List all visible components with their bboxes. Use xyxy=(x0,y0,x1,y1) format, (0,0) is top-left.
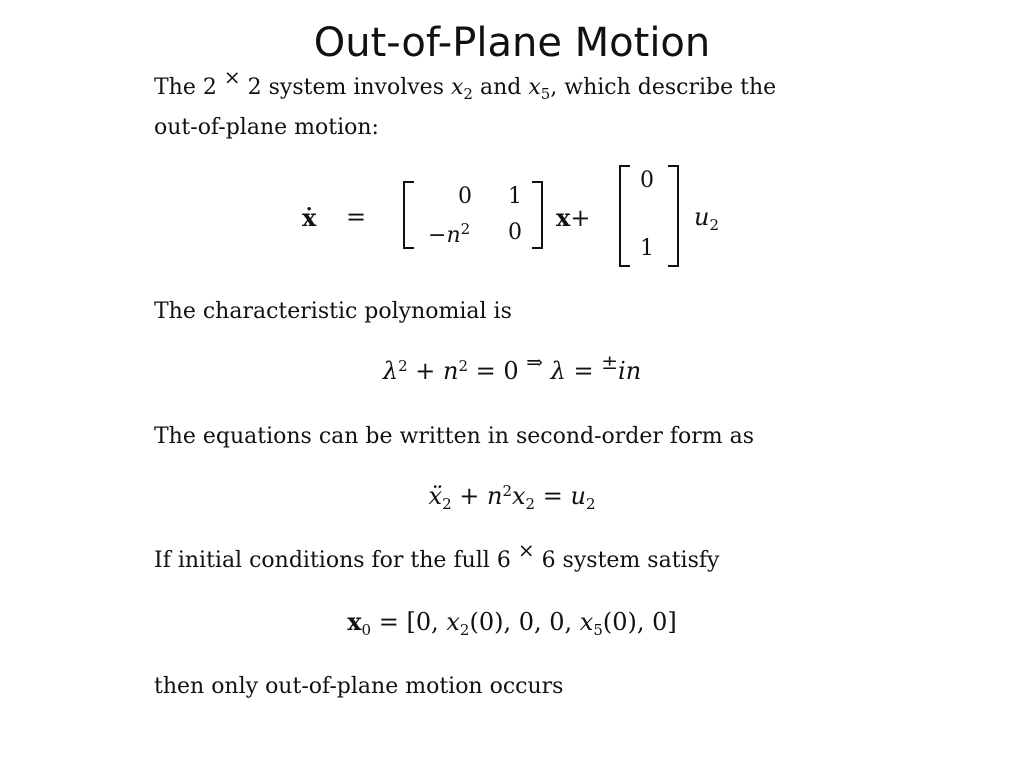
vector-b2: 1 xyxy=(640,236,654,261)
times-symbol: × xyxy=(223,65,241,89)
matrix-a12: 1 xyxy=(508,184,522,209)
initial-conditions-text: If initial conditions for the full 6 × 6 system satisfy xyxy=(154,538,720,573)
second-order-text: The equations can be written in second-order form as xyxy=(154,424,755,449)
second-order-equation: ẍ$_2$ + $n^2x_2 = u_2$ xyxy=(428,482,596,513)
characteristic-text: The characteristic polynomial is xyxy=(154,299,512,324)
x-plus: x+ xyxy=(556,203,591,232)
intro-text-2: 2 system involves xyxy=(240,75,451,100)
matrix-a21: $-n^2$ xyxy=(428,220,471,248)
matrix-a-right-bracket xyxy=(532,182,542,248)
x-dot: ẋ xyxy=(302,203,317,232)
initial-conditions-equation: $x_0 = [0$, $x_2(0)$, 0, 0, $x_5(0)$, 0] xyxy=(347,607,677,639)
slide-title: Out-of-Plane Motion xyxy=(313,20,711,66)
implies-symbol: ⇒ xyxy=(526,350,544,374)
var-x5: $x_5$ xyxy=(528,75,551,103)
intro-text-3: , which describe the xyxy=(550,75,777,100)
plus-minus-symbol: ± xyxy=(601,350,619,374)
matrix-a22: 0 xyxy=(508,220,522,245)
vector-b1: 0 xyxy=(640,168,654,193)
vector-b-right-bracket xyxy=(668,166,678,266)
final-text: then only out-of-plane motion occurs xyxy=(154,674,564,699)
intro-line-2: out-of-plane motion: xyxy=(154,115,379,140)
equals-sign: = xyxy=(346,203,367,231)
matrix-a-left-bracket xyxy=(404,182,414,248)
input-u2: $u_2$ xyxy=(694,203,720,234)
matrix-brackets xyxy=(0,0,1024,290)
matrix-a11: 0 xyxy=(458,184,472,209)
times-symbol-6x6: × xyxy=(517,538,535,562)
state-space-equation xyxy=(0,0,1024,290)
intro-and: and xyxy=(472,75,529,100)
characteristic-equation: $\lambda^2 + n^2 = 0$ ⇒ λ = ±in xyxy=(382,350,642,385)
var-x2: $x_2$ xyxy=(450,75,473,103)
intro-text-1: The 2 xyxy=(154,75,224,100)
vector-b-left-bracket xyxy=(620,166,630,266)
